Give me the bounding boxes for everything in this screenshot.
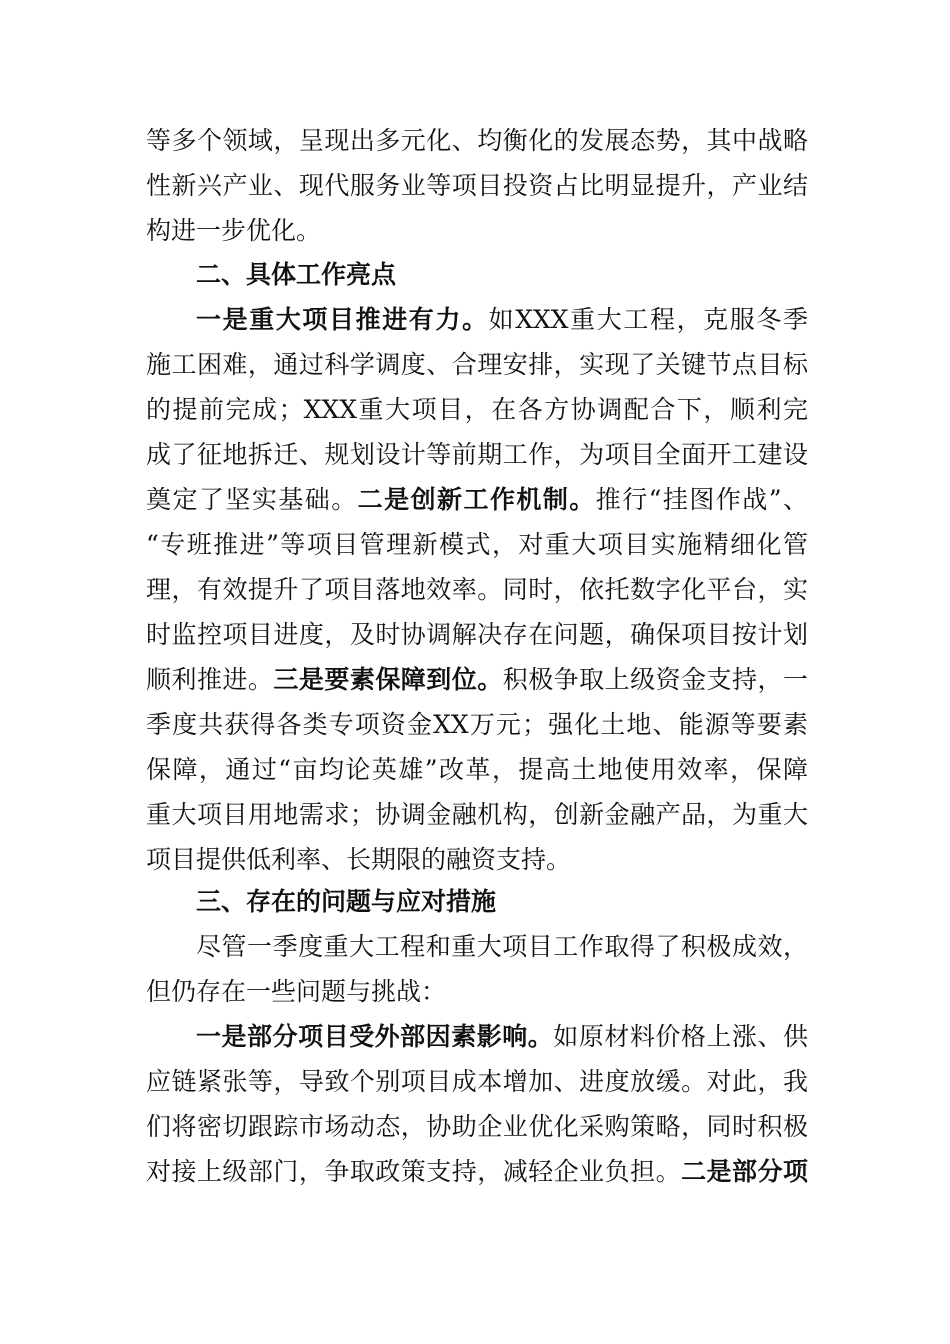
paragraph-text: 积极争取上级资金支持，一 xyxy=(502,665,808,694)
paragraph-line xyxy=(196,297,808,342)
paragraph-text: 奠定了坚实基础。 xyxy=(146,485,358,514)
highlight-phrase: 一是重大项目推进有力。 xyxy=(196,305,489,334)
paragraph-line: “专班推进”等项目管理新模式，对重大项目实施精细化管 xyxy=(146,530,808,559)
section-heading: 二、具体工作亮点 xyxy=(196,260,397,289)
highlight-phrase: 一是部分项目受外部因素影响。 xyxy=(196,1022,554,1051)
paragraph-line: 构进一步优化。 xyxy=(146,216,322,245)
paragraph-line: 等多个领域，呈现出多元化、均衡化的发展态势，其中战略 xyxy=(146,126,808,155)
highlight-phrase: 二是部分项 xyxy=(681,1157,808,1186)
paragraph-line: 们将密切跟踪市场动态，协助企业优化采购策略，同时积极 xyxy=(146,1112,808,1141)
paragraph-line: 季度共获得各类专项资金XX万元；强化土地、能源等要素 xyxy=(146,710,808,739)
section-heading: 三、存在的问题与应对措施 xyxy=(196,887,497,916)
paragraph-line: 尽管一季度重大工程和重大项目工作取得了积极成效， xyxy=(196,932,808,961)
paragraph-text: 如原材料价格上涨、供 xyxy=(553,1022,808,1051)
paragraph-line: 但仍存在一些问题与挑战： xyxy=(146,977,447,1006)
paragraph-line xyxy=(146,657,808,702)
paragraph-line: 的提前完成；XXX重大项目，在各方协调配合下，顺利完 xyxy=(146,395,808,424)
paragraph-line xyxy=(146,477,808,522)
paragraph-line: 施工困难，通过科学调度、合理安排，实现了关键节点目标 xyxy=(146,350,808,379)
highlight-phrase: 三是要素保障到位。 xyxy=(273,665,503,694)
paragraph-line xyxy=(146,1149,808,1194)
paragraph-line: 应链紧张等，导致个别项目成本增加、进度放缓。对此，我 xyxy=(146,1067,808,1096)
paragraph-line: 时监控项目进度，及时协调解决存在问题，确保项目按计划 xyxy=(146,620,808,649)
paragraph-line: 性新兴产业、现代服务业等项目投资占比明显提升，产业结 xyxy=(146,171,808,200)
paragraph-line: 理，有效提升了项目落地效率。同时，依托数字化平台，实 xyxy=(146,575,808,604)
paragraph-text: 如XXX重大工程，克服冬季 xyxy=(488,305,808,334)
paragraph-line: 项目提供低利率、长期限的融资支持。 xyxy=(146,845,572,874)
paragraph-line: 成了征地拆迁、规划设计等前期工作，为项目全面开工建设 xyxy=(146,440,808,469)
paragraph-line xyxy=(196,1014,808,1059)
paragraph-line: 保障，通过“亩均论英雄”改革，提高土地使用效率，保障 xyxy=(146,755,808,784)
paragraph-text: 推行“挂图作战”、 xyxy=(595,485,808,514)
highlight-phrase: 二是创新工作机制。 xyxy=(357,485,596,514)
paragraph-line: 重大项目用地需求；协调金融机构，创新金融产品，为重大 xyxy=(146,800,808,829)
paragraph-text: 对接上级部门，争取政策支持，减轻企业负担。 xyxy=(146,1157,682,1186)
paragraph-text: 顺利推进。 xyxy=(146,665,274,694)
